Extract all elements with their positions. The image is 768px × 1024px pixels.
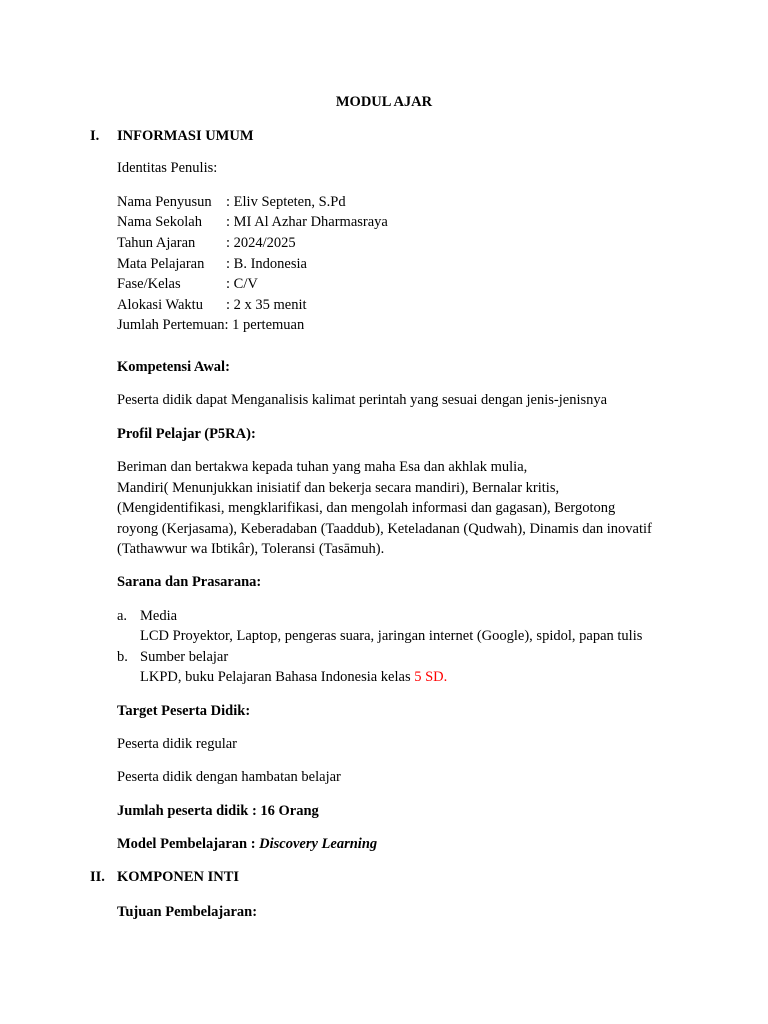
sarana-item-title: Media	[140, 608, 178, 624]
identitas-label: Mata Pelajaran	[117, 256, 205, 272]
target-item: Peserta didik regular	[117, 736, 237, 752]
sarana-item-title: Sumber belajar	[140, 649, 229, 665]
profil-line: Beriman dan bertakwa kepada tuhan yang maha Esa dan akhlak mulia,	[117, 459, 528, 475]
model-label: Model Pembelajaran :	[117, 836, 260, 852]
identitas-label: Nama Sekolah	[117, 214, 202, 230]
identitas-label: Nama Penyusun	[117, 194, 212, 210]
profil-line: (Tathawwur wa Ibtikâr), Toleransi (Tasāmuh).	[117, 541, 385, 557]
identitas-value: : B. Indonesia	[226, 256, 307, 272]
sarana-item-detail	[140, 626, 642, 646]
identitas-heading: Identitas Penulis:	[117, 160, 218, 176]
profil-line: Mandiri( Menunjukkan inisiatif dan bekerja secara mandiri), Bernalar kritis,	[117, 480, 560, 496]
identitas-row	[117, 295, 307, 315]
jumlah-peserta: Jumlah peserta didik : 16 Orang	[117, 803, 319, 819]
sarana-detail-text: LKPD, buku Pelajaran Bahasa Indonesia kelas	[140, 669, 415, 685]
list-marker: b.	[117, 649, 128, 665]
document-title: MODUL AJAR	[335, 94, 433, 110]
identitas-row	[117, 212, 388, 232]
identitas-row	[117, 274, 258, 294]
model-value: Discovery Learning	[259, 836, 378, 852]
identitas-value: : 2 x 35 menit	[226, 297, 307, 313]
jumlah-pertemuan: Jumlah Pertemuan: 1 pertemuan	[117, 317, 305, 333]
list-marker: a.	[117, 608, 128, 624]
identitas-row	[117, 192, 346, 212]
profil-line: royong (Kerjasama), Keberadaban (Taaddub), Keteladanan (Qudwah), Dinamis dan inovatif	[117, 521, 652, 537]
identitas-label: Alokasi Waktu	[117, 297, 203, 313]
section-heading-komponen-inti: KOMPONEN INTI	[117, 869, 240, 885]
section-numeral-2: II.	[90, 869, 105, 885]
kompetensi-text: Peserta didik dapat Menganalisis kalimat perintah yang sesuai dengan jenis-jenisnya	[117, 392, 608, 408]
identitas-value: : C/V	[226, 276, 258, 292]
profil-heading: Profil Pelajar (P5RA):	[117, 426, 256, 442]
section-numeral-1: I.	[90, 128, 100, 144]
identitas-label: Fase/Kelas	[117, 276, 181, 292]
tujuan-heading: Tujuan Pembelajaran:	[117, 904, 258, 920]
target-item: Peserta didik dengan hambatan belajar	[117, 769, 341, 785]
kompetensi-heading: Kompetensi Awal:	[117, 359, 230, 375]
identitas-row	[117, 254, 307, 274]
profil-line: (Mengidentifikasi, mengklarifikasi, dan mengolah informasi dan gagasan), Bergotong	[117, 500, 616, 516]
identitas-value: : Eliv Septeten, S.Pd	[226, 194, 346, 210]
identitas-value: : 2024/2025	[226, 235, 296, 251]
sarana-item-detail	[140, 667, 447, 687]
sarana-detail-text: LCD Proyektor, Laptop, pengeras suara, jaringan internet (Google), spidol, papan tulis	[140, 628, 643, 644]
model-pembelajaran	[117, 834, 377, 854]
identitas-label: Tahun Ajaran	[117, 235, 196, 251]
target-heading: Target Peserta Didik:	[117, 703, 251, 719]
sarana-heading: Sarana dan Prasarana:	[117, 574, 262, 590]
identitas-row	[117, 233, 296, 253]
sarana-detail-highlight: 5 SD.	[414, 669, 448, 685]
identitas-value: : MI Al Azhar Dharmasraya	[226, 214, 388, 230]
section-heading-informasi-umum: INFORMASI UMUM	[117, 128, 254, 144]
